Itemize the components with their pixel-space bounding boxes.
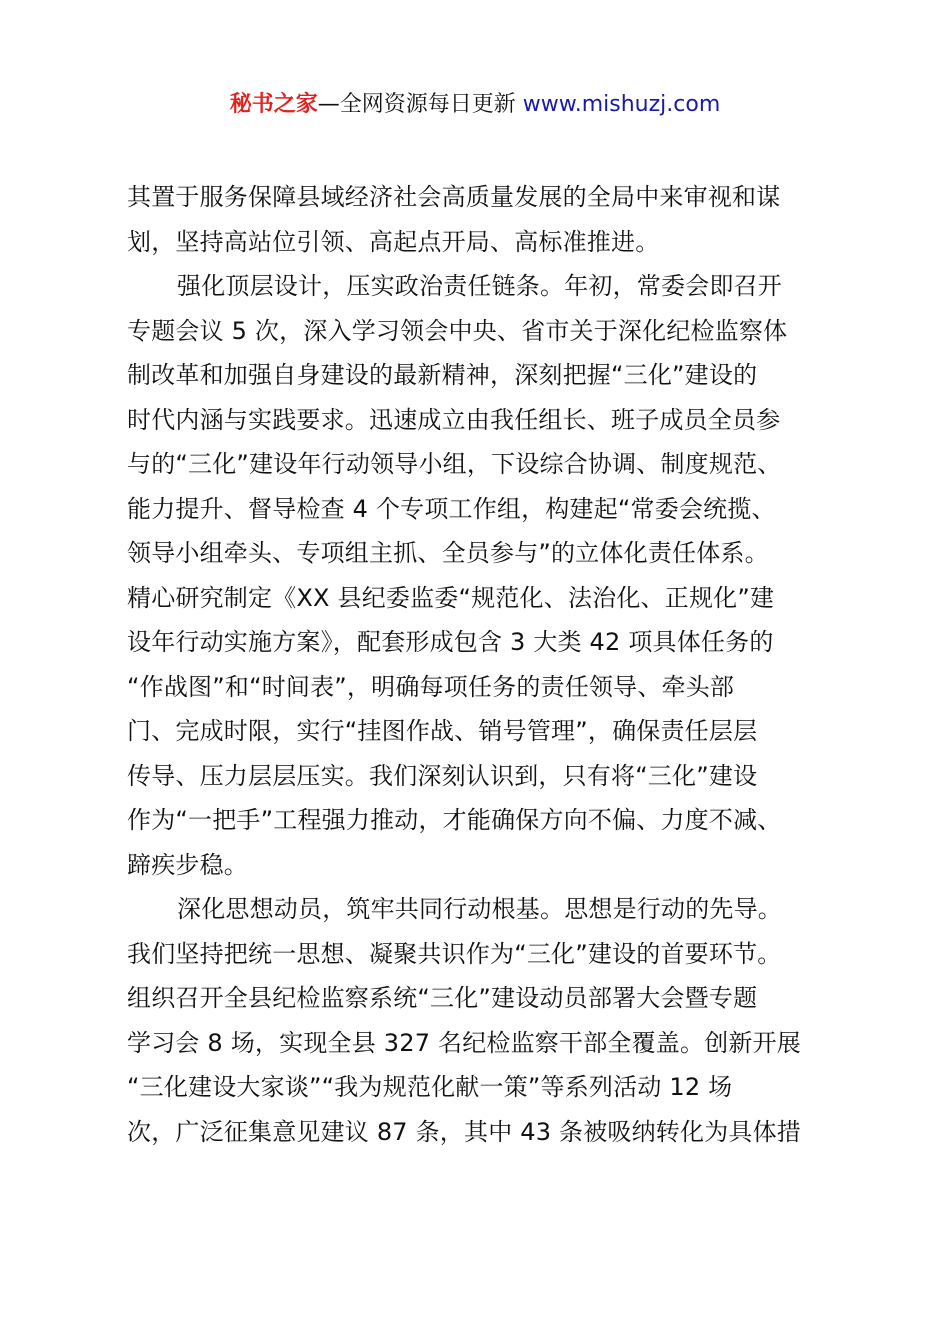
text-line: 学习会 8 场，实现全县 327 名纪检监察干部全覆盖。创新开展 [127, 1028, 801, 1057]
text-line: 与的“三化”建设年行动领导小组，下设综合协调、制度规范、 [127, 450, 782, 478]
text-line: “作战图”和“时间表”，明确每项任务的责任领导、牵头部 [127, 672, 735, 701]
text-line: “三化建设大家谈”“我为规范化献一策”等系列活动 12 场 [127, 1073, 733, 1101]
text-line: 能力提升、督导检查 4 个专项工作组，构建起“常委会统揽、 [127, 494, 776, 523]
header-tagline: —全网资源每日更新 [317, 92, 516, 117]
page-header [0, 88, 950, 122]
text-line: 设年行动实施方案》，配套形成包含 3 大类 42 项具体任务的 [127, 628, 774, 656]
text-line: 次，广泛征集意见建议 87 条，其中 43 条被吸纳转化为具体措 [127, 1117, 801, 1146]
text-line: 时代内涵与实践要求。迅速成立由我任组长、班子成员全员参 [127, 405, 781, 434]
text-line: 制改革和加强自身建设的最新精神，深刻把握“三化”建设的 [127, 361, 758, 389]
text-line: 组织召开全县纪检监察系统“三化”建设动员部署大会暨专题 [127, 984, 758, 1012]
text-line: 蹄疾步稳。 [127, 850, 248, 879]
text-line: 我们坚持把统一思想、凝聚共识作为“三化”建设的首要环节。 [127, 939, 782, 968]
paragraph-start-line: 深化思想动员，筑牢共同行动根基。思想是行动的先导。 [177, 895, 782, 923]
text-line: 门、完成时限，实行“挂图作战、销号管理”，确保责任层层 [127, 717, 758, 745]
text-line: 划，坚持高站位引领、高起点开局、高标准推进。 [127, 227, 660, 256]
paragraph-start-line: 强化顶层设计，压实政治责任链条。年初，常委会即召开 [177, 272, 782, 300]
header-brand: 秘书之家 [229, 92, 318, 117]
text-line: 传导、压力层层压实。我们深刻认识到，只有将“三化”建设 [127, 761, 758, 790]
header-url-link[interactable]: www.mishuzj.com [522, 92, 721, 117]
text-line: 领导小组牵头、专项组主抓、全员参与”的立体化责任体系。 [127, 539, 769, 567]
text-line: 其置于服务保障县域经济社会高质量发展的全局中来审视和谋 [127, 183, 781, 211]
text-line: 作为“一把手”工程强力推动，才能确保方向不偏、力度不减、 [127, 806, 782, 834]
document-body [127, 175, 839, 1154]
text-line: 精心研究制定《XX 县纪委监委“规范化、法治化、正规化”建 [127, 583, 775, 612]
text-line: 专题会议 5 次，深入学习领会中央、省市关于深化纪检监察体 [127, 316, 788, 345]
